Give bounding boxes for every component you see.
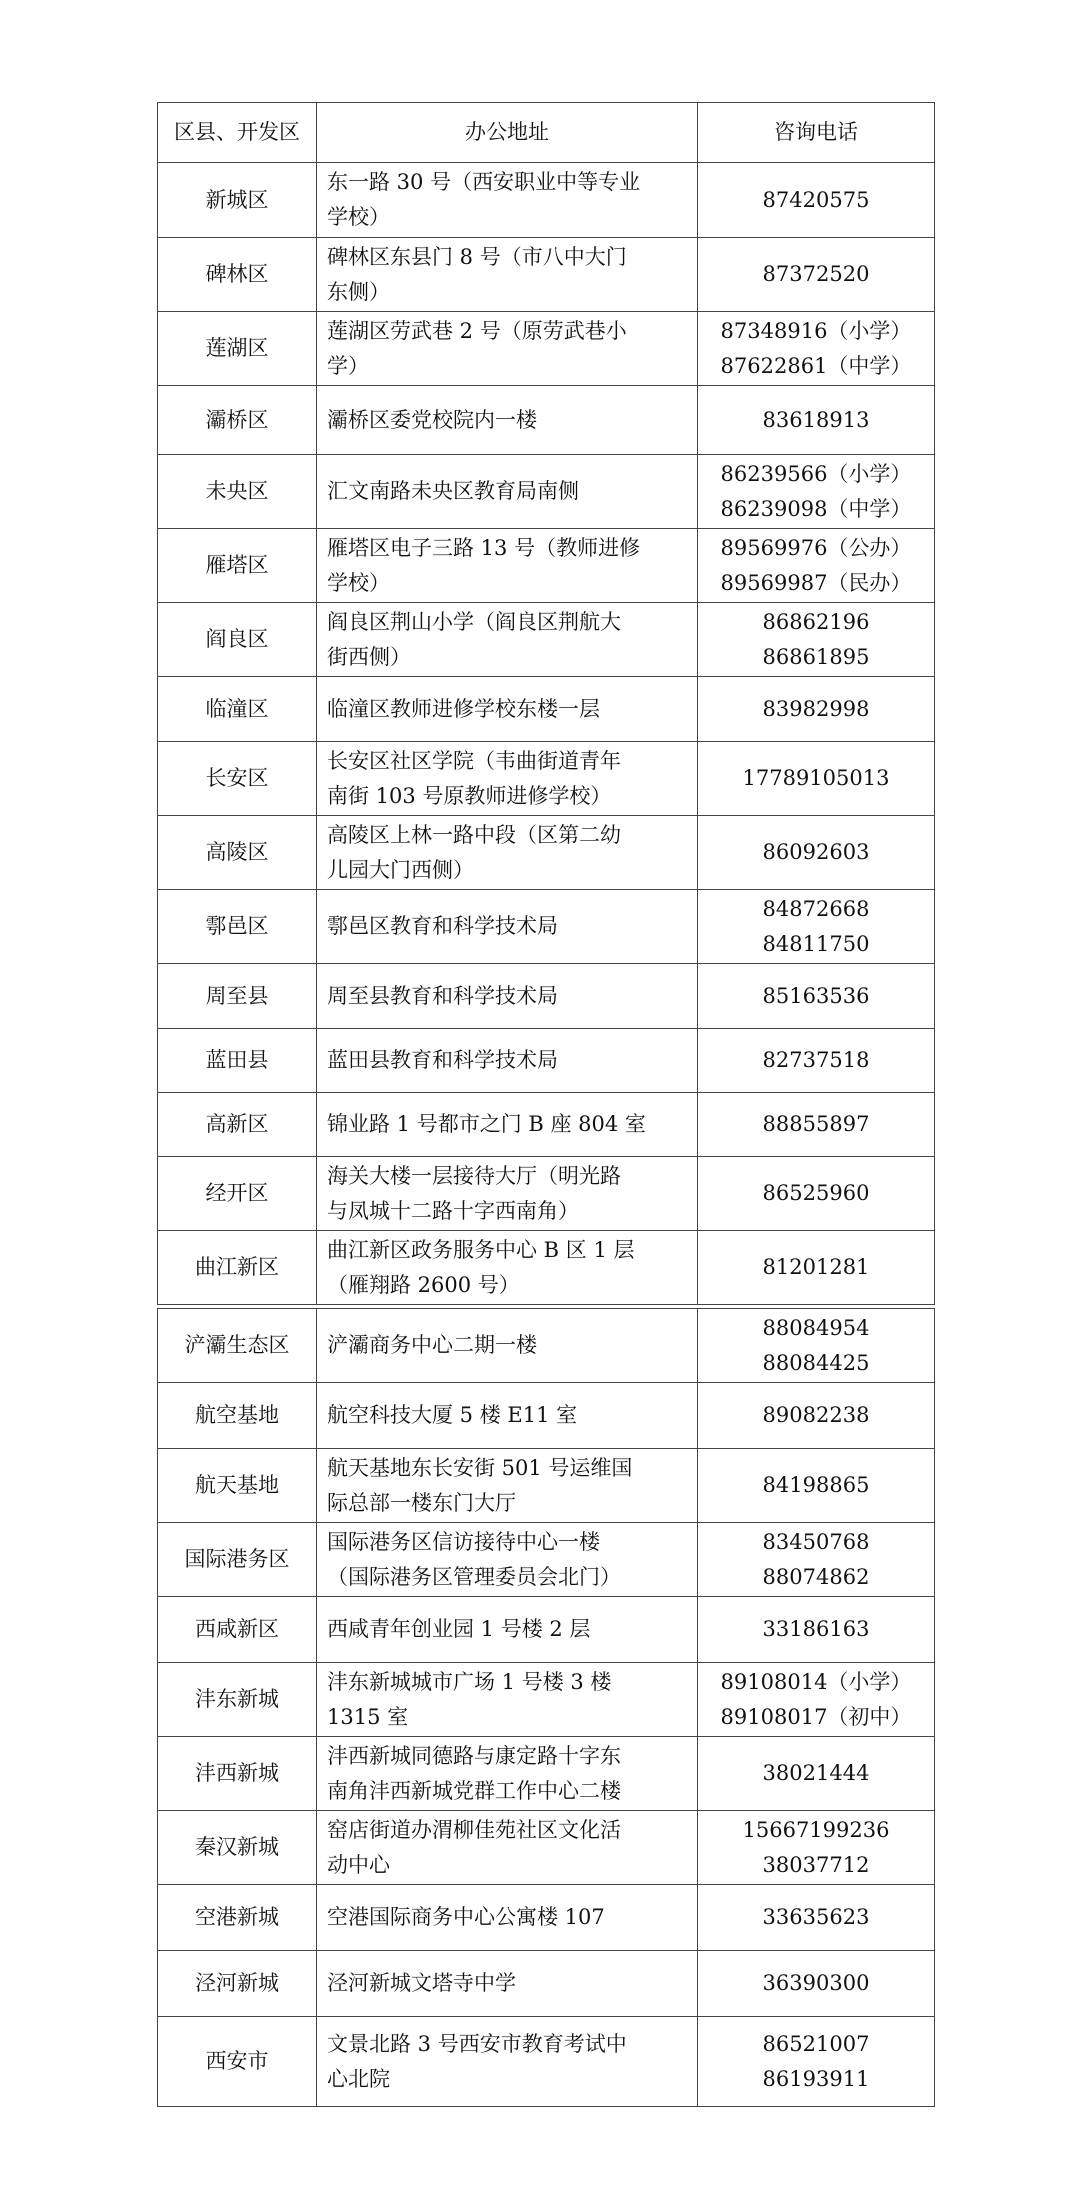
address-line: 航空科技大厦 5 楼 E11 室 (327, 1403, 578, 1427)
address-cell (317, 890, 698, 964)
address-line: 莲湖区劳武巷 2 号（原劳武巷小 (327, 318, 627, 343)
district-cell: 航天基地 (158, 1449, 317, 1523)
district-cell: 西咸新区 (158, 1597, 317, 1663)
table-row (158, 163, 935, 238)
address-cell (317, 312, 698, 386)
district-cell: 周至县 (158, 964, 317, 1029)
table-row (158, 1231, 935, 1305)
phone-number: 38021444 (762, 1761, 870, 1785)
phone-cell (698, 603, 935, 677)
phone-number: 38037712 (762, 1852, 870, 1877)
table-row (158, 1093, 935, 1157)
district-cell: 泾河新城 (158, 1951, 317, 2017)
address-line: 1315 室 (327, 1704, 409, 1729)
address-cell (317, 677, 698, 742)
district-cell: 新城区 (158, 163, 317, 238)
address-line: 动中心 (327, 1852, 390, 1877)
table-row (158, 1885, 935, 1951)
address-line: 国际港务区信访接待中心一楼 (327, 1529, 600, 1554)
address-line: 雁塔区电子三路 13 号（教师进修 (327, 535, 641, 560)
table-row (158, 529, 935, 603)
phone-number: 83450768 (762, 1529, 870, 1554)
phone-cell (698, 1383, 935, 1449)
district-cell: 临潼区 (158, 677, 317, 742)
table-row (158, 312, 935, 386)
address-cell (317, 1029, 698, 1093)
phone-number: 86862196 (762, 609, 870, 634)
address-cell (317, 386, 698, 455)
phone-number: 84872668 (762, 896, 870, 921)
phone-number: 87420575 (762, 187, 870, 212)
district-cell: 碑林区 (158, 238, 317, 312)
phone-cell (698, 1029, 935, 1093)
phone-number: 86239098（中学） (720, 496, 912, 521)
header-address: 办公地址 (317, 103, 698, 163)
phone-cell (698, 1737, 935, 1811)
address-line: 空港国际商务中心公寓楼 107 (327, 1905, 605, 1929)
address-line: 蓝田县教育和科学技术局 (327, 1048, 558, 1072)
address-line: 阎良区荆山小学（阎良区荆航大 (327, 609, 621, 634)
table-row (158, 890, 935, 964)
address-line: 浐灞商务中心二期一楼 (327, 1333, 537, 1357)
phone-cell (698, 1093, 935, 1157)
phone-cell (698, 816, 935, 890)
phone-number: 86193911 (762, 2066, 870, 2091)
table-row (158, 455, 935, 529)
district-cell: 经开区 (158, 1157, 317, 1231)
table-row (158, 1029, 935, 1093)
district-cell: 国际港务区 (158, 1523, 317, 1597)
header-district: 区县、开发区 (158, 103, 317, 163)
address-cell (317, 816, 698, 890)
address-line: 与凤城十二路十字西南角） (327, 1198, 579, 1223)
address-line: 泾河新城文塔寺中学 (327, 1971, 516, 1995)
phone-number: 86092603 (762, 840, 870, 864)
address-cell (317, 1737, 698, 1811)
address-cell (317, 163, 698, 238)
header-phone: 咨询电话 (698, 103, 935, 163)
table-row (158, 1663, 935, 1737)
phone-number: 89108014（小学） (720, 1669, 912, 1694)
phone-number: 87372520 (762, 262, 870, 286)
phone-cell (698, 964, 935, 1029)
phone-cell (698, 529, 935, 603)
district-cell: 航空基地 (158, 1383, 317, 1449)
phone-number: 87622861（中学） (720, 353, 912, 378)
phone-cell (698, 386, 935, 455)
phone-number: 86525960 (762, 1181, 870, 1205)
header-row (158, 103, 935, 163)
phone-cell (698, 1597, 935, 1663)
phone-cell (698, 1231, 935, 1305)
address-line: 学） (327, 353, 369, 378)
address-cell (317, 1231, 698, 1305)
phone-number: 17789105013 (742, 766, 890, 790)
address-line: 高陵区上林一路中段（区第二幼 (327, 822, 621, 847)
address-cell (317, 603, 698, 677)
phone-number: 89082238 (762, 1403, 870, 1427)
district-cell: 蓝田县 (158, 1029, 317, 1093)
phone-number: 84198865 (762, 1473, 870, 1497)
phone-number: 89569976（公办） (720, 535, 912, 560)
phone-number: 88084954 (762, 1315, 870, 1340)
district-cell: 高陵区 (158, 816, 317, 890)
district-cell: 浐灞生态区 (158, 1309, 317, 1383)
phone-cell (698, 1449, 935, 1523)
phone-number: 15667199236 (742, 1817, 890, 1842)
table-row (158, 1737, 935, 1811)
address-line: 窑店街道办渭柳佳苑社区文化活 (327, 1817, 621, 1842)
address-line: 长安区社区学院（韦曲街道青年 (327, 748, 621, 773)
address-line: 街西侧） (327, 644, 411, 669)
table-row (158, 1811, 935, 1885)
phone-number: 83618913 (762, 407, 870, 432)
address-line: 锦业路 1 号都市之门 B 座 804 室 (327, 1112, 646, 1136)
address-cell (317, 2017, 698, 2107)
phone-cell (698, 2017, 935, 2107)
phone-number: 33186163 (762, 1617, 870, 1641)
table-row (158, 1597, 935, 1663)
address-cell (317, 964, 698, 1029)
district-cell: 沣西新城 (158, 1737, 317, 1811)
table-row (158, 1383, 935, 1449)
address-line: 西咸青年创业园 1 号楼 2 层 (327, 1617, 591, 1641)
address-cell (317, 238, 698, 312)
address-cell (317, 1663, 698, 1737)
phone-cell (698, 1309, 935, 1383)
phone-cell (698, 1811, 935, 1885)
contacts-table-1 (157, 102, 935, 1305)
district-cell: 西安市 (158, 2017, 317, 2107)
phone-number: 89108017（初中） (720, 1704, 912, 1729)
district-cell: 阎良区 (158, 603, 317, 677)
table-row (158, 386, 935, 455)
phone-number: 88074862 (762, 1564, 870, 1589)
address-line: 海关大楼一层接待大厅（明光路 (327, 1163, 621, 1188)
phone-cell (698, 455, 935, 529)
address-line: 东侧） (327, 279, 390, 304)
address-cell (317, 529, 698, 603)
phone-number: 88084425 (762, 1350, 870, 1375)
table-row (158, 1157, 935, 1231)
table-row (158, 677, 935, 742)
table-row (158, 238, 935, 312)
address-line: 学校） (327, 570, 390, 595)
table-row (158, 964, 935, 1029)
phone-number: 89569987（民办） (720, 570, 912, 595)
district-cell: 长安区 (158, 742, 317, 816)
phone-cell (698, 677, 935, 742)
address-line: 曲江新区政务服务中心 B 区 1 层 (327, 1237, 635, 1262)
phone-number: 81201281 (762, 1255, 870, 1279)
address-cell (317, 1951, 698, 2017)
district-cell: 莲湖区 (158, 312, 317, 386)
phone-cell (698, 163, 935, 238)
address-line: 南街 103 号原教师进修学校） (327, 783, 612, 808)
district-cell: 未央区 (158, 455, 317, 529)
phone-number: 86861895 (762, 644, 870, 669)
address-cell (317, 1597, 698, 1663)
phone-number: 85163536 (762, 983, 870, 1008)
phone-number: 88855897 (762, 1112, 870, 1136)
address-cell (317, 455, 698, 529)
table-row (158, 742, 935, 816)
phone-number: 86239566（小学） (720, 461, 912, 486)
address-cell (317, 1449, 698, 1523)
address-line: 文景北路 3 号西安市教育考试中 (327, 2031, 627, 2056)
address-line: 碑林区东县门 8 号（市八中大门 (327, 244, 627, 269)
address-cell (317, 1811, 698, 1885)
table-row (158, 1951, 935, 2017)
table-row (158, 2017, 935, 2107)
address-line: 临潼区教师进修学校东楼一层 (327, 696, 600, 721)
phone-cell (698, 1885, 935, 1951)
phone-number: 84811750 (762, 931, 870, 956)
phone-number: 86521007 (762, 2031, 870, 2056)
table-row (158, 1309, 935, 1383)
phone-number: 83982998 (762, 696, 870, 721)
address-cell (317, 1383, 698, 1449)
phone-cell (698, 890, 935, 964)
district-cell: 鄠邑区 (158, 890, 317, 964)
phone-cell (698, 1523, 935, 1597)
address-cell (317, 1885, 698, 1951)
address-line: 周至县教育和科学技术局 (327, 983, 558, 1008)
address-cell (317, 742, 698, 816)
address-line: 鄠邑区教育和科学技术局 (327, 914, 558, 938)
table-row (158, 816, 935, 890)
address-line: 航天基地东长安街 501 号运维国 (327, 1455, 633, 1480)
phone-cell (698, 1951, 935, 2017)
district-cell: 沣东新城 (158, 1663, 317, 1737)
address-line: （国际港务区管理委员会北门） (327, 1564, 621, 1589)
address-line: 学校） (327, 205, 390, 229)
district-cell: 雁塔区 (158, 529, 317, 603)
phone-number: 33635623 (762, 1905, 870, 1929)
district-cell: 空港新城 (158, 1885, 317, 1951)
address-cell (317, 1157, 698, 1231)
address-line: 儿园大门西侧） (327, 857, 474, 882)
address-line: 东一路 30 号（西安职业中等专业 (327, 170, 641, 194)
address-line: 南角沣西新城党群工作中心二楼 (327, 1778, 621, 1803)
address-line: 汇文南路未央区教育局南侧 (327, 479, 579, 503)
address-line: 沣西新城同德路与康定路十字东 (327, 1743, 621, 1768)
table-row (158, 1449, 935, 1523)
address-line: （雁翔路 2600 号） (327, 1272, 520, 1297)
district-cell: 秦汉新城 (158, 1811, 317, 1885)
address-cell (317, 1523, 698, 1597)
phone-cell (698, 1157, 935, 1231)
phone-cell (698, 238, 935, 312)
phone-cell (698, 742, 935, 816)
address-line: 际总部一楼东门大厅 (327, 1490, 516, 1515)
phone-number: 82737518 (762, 1048, 870, 1072)
district-cell: 灞桥区 (158, 386, 317, 455)
phone-number: 87348916（小学） (720, 318, 912, 343)
table-row (158, 1523, 935, 1597)
district-cell: 高新区 (158, 1093, 317, 1157)
address-line: 灞桥区委党校院内一楼 (327, 407, 537, 432)
contacts-table-2 (157, 1308, 935, 2107)
table-row (158, 603, 935, 677)
phone-cell (698, 312, 935, 386)
phone-cell (698, 1663, 935, 1737)
district-cell: 曲江新区 (158, 1231, 317, 1305)
phone-number: 36390300 (762, 1971, 870, 1995)
address-line: 心北院 (327, 2066, 390, 2091)
address-cell (317, 1093, 698, 1157)
address-cell (317, 1309, 698, 1383)
address-line: 沣东新城城市广场 1 号楼 3 楼 (327, 1669, 612, 1694)
